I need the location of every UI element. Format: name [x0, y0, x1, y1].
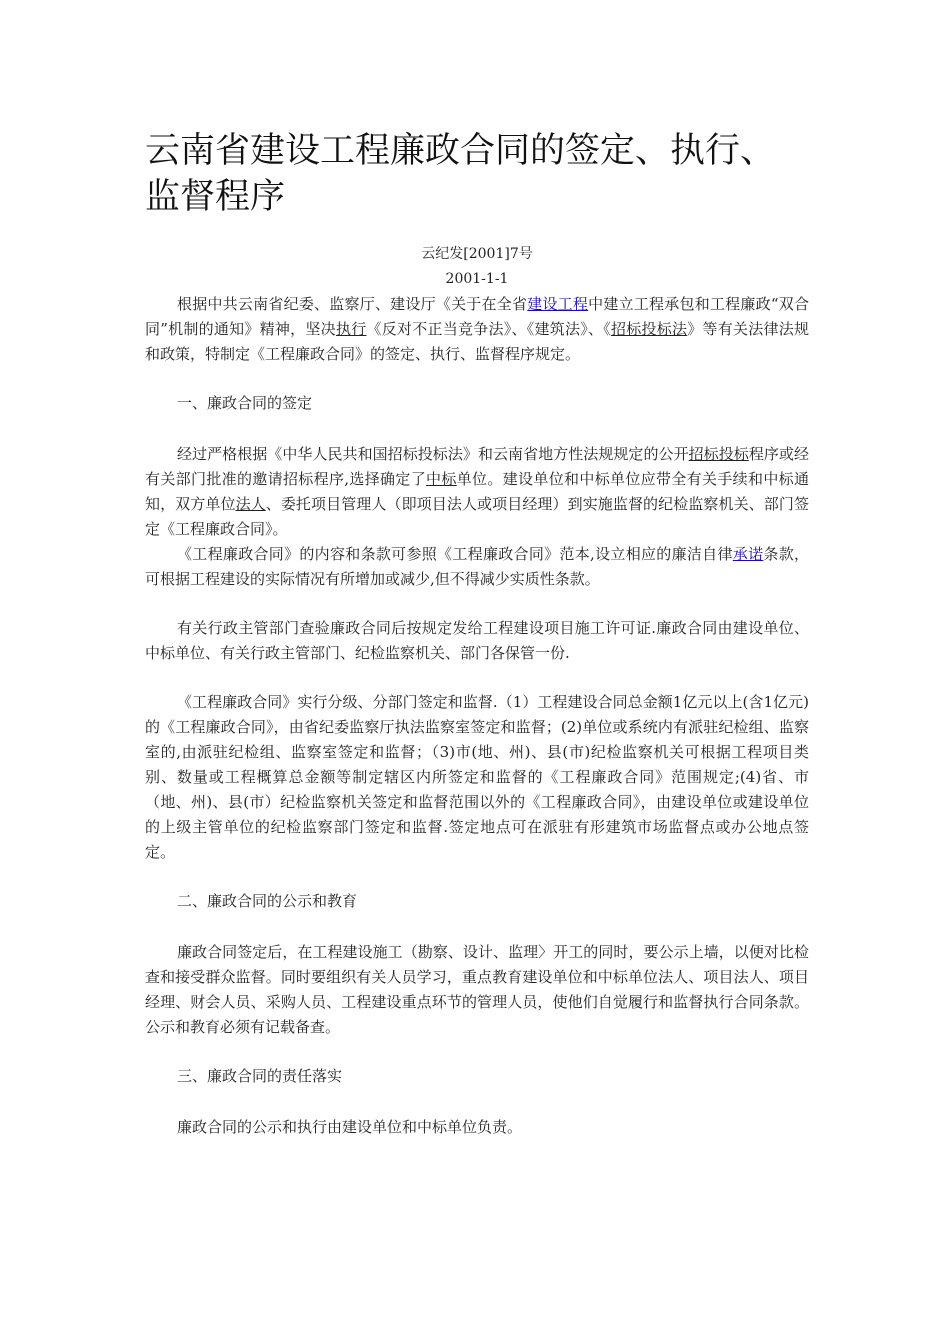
term-legal-person[interactable]: 法人	[235, 495, 266, 513]
link-commitment[interactable]: 承诺	[732, 545, 764, 563]
intro-paragraph: 根据中共云南省纪委、监察厅、建设厅《关于在全省建设工程中建立工程承包和工程廉政“双合同”机制的通知》精神，坚决执行《反对不正当竞争法》、《建筑法》、《招标投标法》等有关法律法规和政策，特制定《工程廉政合同》的签定、执行、监督程序规定。	[145, 295, 809, 363]
title-line-2: 监督程序	[145, 177, 286, 217]
link-bidding-law[interactable]: 招标投标法	[610, 320, 688, 338]
section-1-paragraph-2: 《工程廉政合同》的内容和条款可参照《工程廉政合同》范本,设立相应的廉洁自律承诺条款，可根据工程建设的实际情况有所增加或减少,但不得减少实质性条款。	[145, 545, 809, 588]
section-1-paragraph-3: 有关行政主管部门查验廉政合同后按规定发给工程建设项目施工许可证.廉政合同由建设单位、中标单位、有关行政主管部门、纪检监察机关、部门各保管一份.	[145, 619, 809, 662]
section-2-heading: 二、廉政合同的公示和教育	[177, 892, 358, 910]
term-execute[interactable]: 执行	[335, 320, 367, 338]
title-line-1: 云南省建设工程廉政合同的签定、执行、	[145, 131, 776, 171]
term-winning-bid[interactable]: 中标	[426, 470, 457, 488]
document-page	[145, 128, 809, 1140]
document-title	[145, 128, 809, 220]
term-bidding[interactable]: 招标投标	[688, 445, 749, 463]
section-3-heading: 三、廉政合同的责任落实	[177, 1067, 343, 1085]
section-2-paragraph-1: 廉政合同签定后，在工程建设施工（勘察、设计、监理〉开工的同时，要公示上墙，以便对比检查和接受群众监督。同时要组织有关人员学习，重点教育建设单位和中标单位法人、项目法人、项目经理、财会人员、采购人员、工程建设重点环节的管理人员，使他们自觉履行和监督执行合同条款。公示和教育必须有记载备查。	[145, 943, 809, 1036]
section-1-paragraph-1: 经过严格根据《中华人民共和国招标投标法》和云南省地方性法规规定的公开招标投标程序或经有关部门批准的邀请招标程序,选择确定了中标单位。建设单位和中标单位应带全有关手续和中标通知，双方单位法人、委托项目管理人（即项目法人或项目经理）到实施监督的纪检监察机关、部门签定《工程廉政合同》。	[145, 445, 809, 538]
link-construction-project[interactable]: 建设工程	[527, 295, 589, 313]
section-1-heading: 一、廉政合同的签定	[177, 394, 313, 412]
section-3-paragraph-1: 廉政合同的公示和执行由建设单位和中标单位负责。	[177, 1118, 523, 1136]
doc-number: 云纪发[2001]7号	[421, 246, 533, 262]
doc-date: 2001-1-1	[445, 271, 509, 287]
section-1-paragraph-4: 《工程廉政合同》实行分级、分部门签定和监督.（1）工程建设合同总金额1亿元以上(含1亿元)的《工程廉政合同》，由省纪委监察厅执法监察室签定和监督；(2)单位或系统内有派驻纪检组、监察室的,由派驻纪检组、监察室签定和监督；（3)市(地、州)、县(市)纪检监察机关可根据工程项目类别、数量或工程概算总金额等制定辖区内所签定和监督的《工程廉政合同》范围规定;(4)省、市（地、州)、县(市）纪检监察机关签定和监督范围以外的《工程廉政合同》，由建设单位或建设单位的上级主管单位的纪检监察部门签定和监督.签定地点可在派驻有形建筑市场监督点或办公地点签定。	[145, 693, 809, 861]
